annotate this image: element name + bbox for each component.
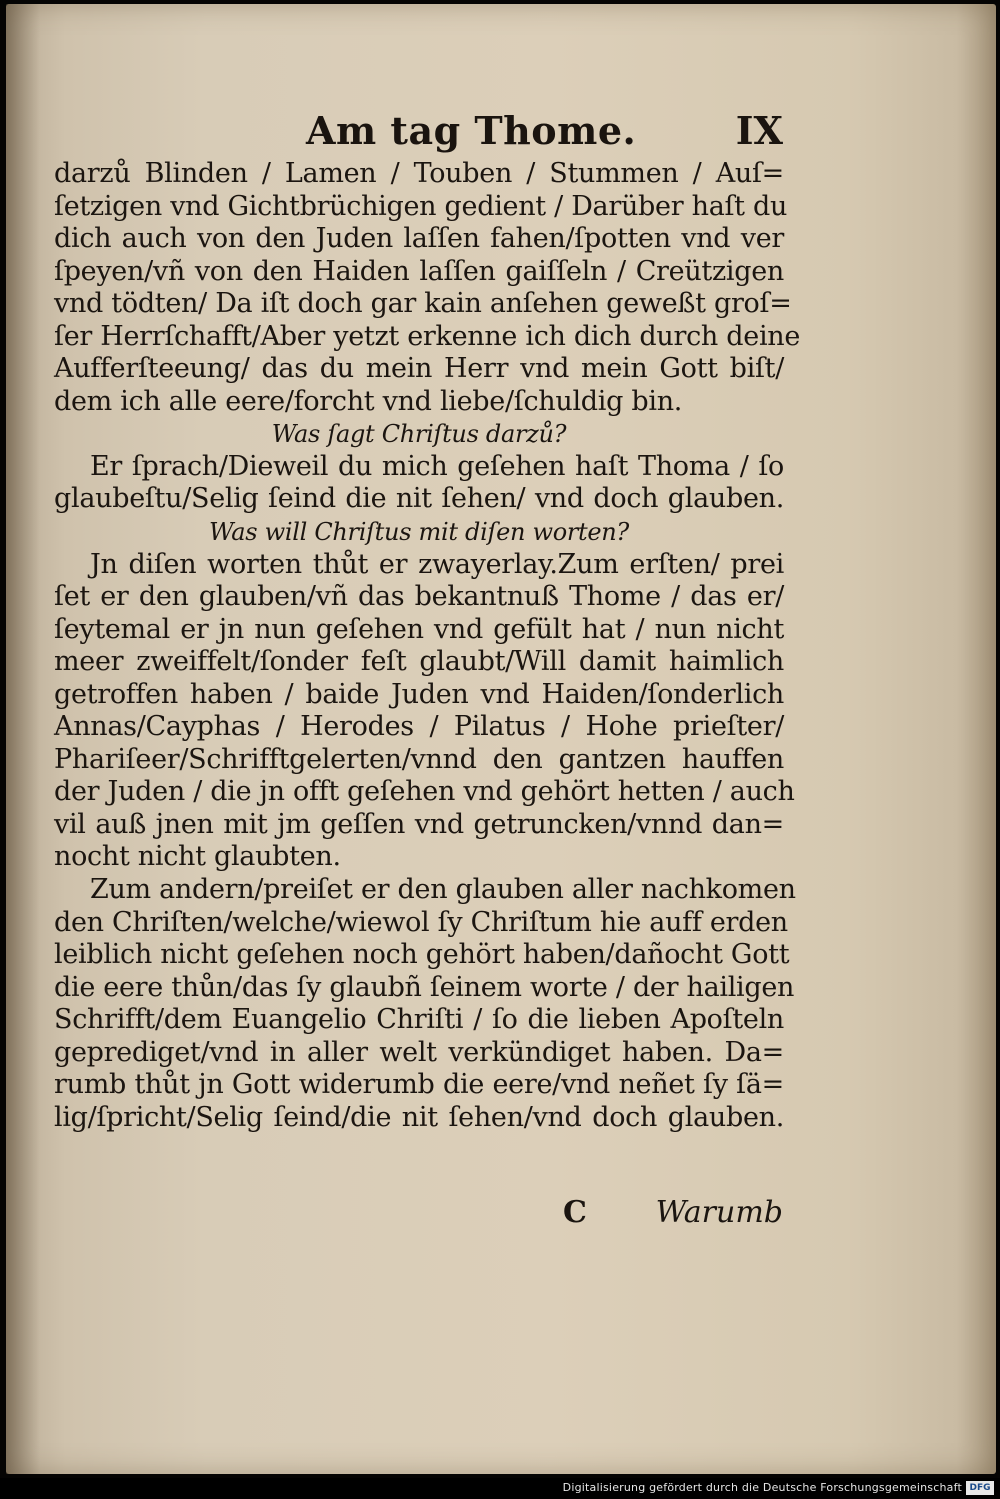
text-line: vil auß jnen mit jm geſſen vnd getruncken/vnnd dan= [54,808,784,840]
text-line: dem ich alle eere/forcht vnd liebe/ſchuldig bin. [54,385,683,417]
dfg-logo: DFG [966,1481,994,1495]
running-title: Am tag Thome. [306,108,637,153]
text-line: Er ſprach/Dieweil du mich geſehen haſt Thoma / ſo [90,450,784,482]
gutter-shadow [6,4,40,1474]
page-header [48,108,783,160]
credit-text: Digitalisierung gefördert durch die Deutsche Forschungsgemeinschaft [562,1481,962,1494]
text-line: Annas/Cayphas / Herodes / Pilatus / Hohe prieſter/ [54,711,784,743]
text-line: dich auch von den Juden laſſen fahen/ſpotten vnd ver [54,223,784,255]
text-line: leiblich nicht geſehen noch gehört haben/dañocht Gott [54,939,790,971]
folio-number: IX [735,108,783,153]
text-line: die eere thůn/das ſy glaubñ ſeinem worte / der hailigen [54,971,795,1003]
text-line: ſeytemal er jn nun geſehen vnd gefült hat / nun nicht [54,613,784,645]
text-line: glaubeſtu/Selig ſeind die nit ſehen/ vnd doch glauben. [54,483,784,515]
text-line: Zum andern/preiſet er den glauben aller nachkomen [90,874,796,906]
text-line: der Juden / die jn offt geſehen vnd gehört hetten / auch [54,776,795,808]
text-line: geprediget/vnd in aller welt verkündiget haben. Da= [54,1036,784,1068]
text-line: lig/ſpricht/Selig ſeind/die nit ſehen/vnd doch glauben. [54,1101,784,1133]
text-line: Jn diſen worten thůt er zwayerlay.Zum erſten/ prei [90,548,784,580]
text-line: rumb thůt jn Gott widerumb die eere/vnd neñet ſy ſä= [54,1069,784,1101]
text-line: meer zweiffelt/ſonder feſt glaubt/Will damit haimlich [54,646,784,678]
text-line: ſet er den glauben/vñ das bekantnuß Thome / das er/ [54,581,784,613]
text-block [54,158,801,1134]
page-catch-line [48,1195,783,1231]
text-line: getroffen haben / baide Juden vnd Haiden/ſonderlich [54,678,784,710]
text-line: vnd tödten/ Da iſt doch gar kain anſehen geweßt groſ= [54,288,792,320]
text-line: Schrifft/dem Euangelio Chriſti / ſo die lieben Apoſteln [54,1004,784,1036]
text-line: darzů Blinden / Lamen / Touben / Stummen / Auſ= [54,158,784,189]
text-line: ſpeyen/vñ von den Haiden laſſen gaiſſeln / Creützigen [54,255,784,287]
text-line: den Chriſten/welche/wiewol ſy Chriſtum hie auff erden [54,906,788,938]
question-heading: Was ſagt Chriſtus darzů? [271,420,567,449]
text-line: nocht nicht glaubten. [54,841,341,873]
catchword: Warumb [655,1195,783,1230]
question-heading: Was will Chriſtus mit diſen worten? [209,518,629,547]
text-line: ſetzigen vnd Gichtbrüchigen gedient / Darüber haſt du [54,190,788,222]
digitization-footer [0,1478,1000,1499]
text-line: ſer Herrſchafft/Aber yetzt erkenne ich dich durch deine [54,320,801,352]
signature-mark: C [563,1195,587,1230]
text-line: Phariſeer/Schrifftgelerten/vnnd den gantzen hauffen [54,743,784,775]
text-line: Aufferſteeung/ das du mein Herr vnd mein Gott biſt/ [54,353,784,385]
